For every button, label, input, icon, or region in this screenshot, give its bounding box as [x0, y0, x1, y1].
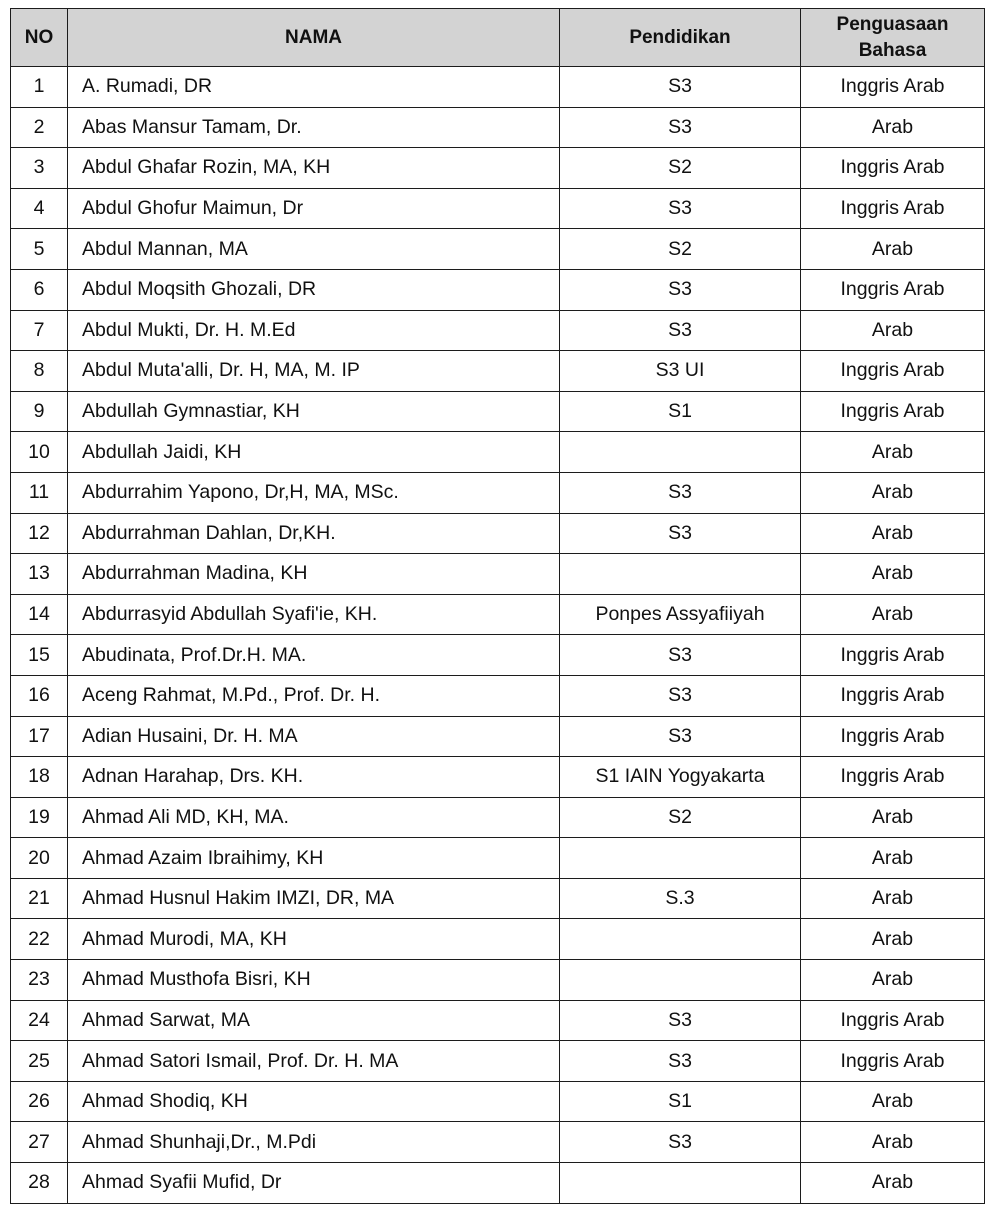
cell-nama: Ahmad Satori Ismail, Prof. Dr. H. MA: [68, 1041, 560, 1082]
cell-nama: Abdul Ghofur Maimun, Dr: [68, 188, 560, 229]
table-row: [11, 797, 985, 838]
table-row: [11, 351, 985, 392]
cell-penguasaan-bahasa: Arab: [801, 472, 985, 513]
table-row: [11, 878, 985, 919]
table-row: [11, 1041, 985, 1082]
cell-penguasaan-bahasa: Arab: [801, 229, 985, 270]
cell-no: 13: [11, 554, 68, 595]
cell-no: 9: [11, 391, 68, 432]
cell-nama: Abdul Mannan, MA: [68, 229, 560, 270]
table-row: [11, 960, 985, 1001]
cell-no: 19: [11, 797, 68, 838]
cell-pendidikan: S2: [560, 229, 801, 270]
table-row: [11, 919, 985, 960]
cell-no: 20: [11, 838, 68, 879]
cell-pendidikan: S1: [560, 1081, 801, 1122]
cell-no: 27: [11, 1122, 68, 1163]
table-row: [11, 148, 985, 189]
table-row: [11, 1081, 985, 1122]
cell-no: 8: [11, 351, 68, 392]
table-row: [11, 391, 985, 432]
header-row: [11, 9, 985, 67]
cell-nama: A. Rumadi, DR: [68, 67, 560, 108]
cell-pendidikan: S3: [560, 1122, 801, 1163]
cell-no: 2: [11, 107, 68, 148]
table-row: [11, 716, 985, 757]
table-header: [11, 9, 985, 67]
cell-nama: Ahmad Ali MD, KH, MA.: [68, 797, 560, 838]
cell-pendidikan: S2: [560, 797, 801, 838]
table-row: [11, 310, 985, 351]
cell-nama: Adian Husaini, Dr. H. MA: [68, 716, 560, 757]
cell-pendidikan: S2: [560, 148, 801, 189]
cell-no: 3: [11, 148, 68, 189]
cell-penguasaan-bahasa: Arab: [801, 1163, 985, 1204]
cell-no: 17: [11, 716, 68, 757]
cell-no: 28: [11, 1163, 68, 1204]
cell-nama: Ahmad Murodi, MA, KH: [68, 919, 560, 960]
cell-pendidikan: S3: [560, 107, 801, 148]
cell-nama: Abdullah Gymnastiar, KH: [68, 391, 560, 432]
cell-pendidikan: S3: [560, 310, 801, 351]
cell-pendidikan: S3: [560, 1000, 801, 1041]
table-row: [11, 594, 985, 635]
cell-pendidikan: [560, 960, 801, 1001]
cell-penguasaan-bahasa: Arab: [801, 1081, 985, 1122]
header-pendidikan: Pendidikan: [560, 9, 801, 67]
cell-penguasaan-bahasa: Arab: [801, 919, 985, 960]
cell-pendidikan: S3: [560, 472, 801, 513]
cell-no: 22: [11, 919, 68, 960]
cell-penguasaan-bahasa: Arab: [801, 432, 985, 473]
table-row: [11, 1122, 985, 1163]
table-row: [11, 757, 985, 798]
cell-penguasaan-bahasa: Inggris Arab: [801, 675, 985, 716]
cell-pendidikan: S3: [560, 269, 801, 310]
cell-nama: Abdurrahman Dahlan, Dr,KH.: [68, 513, 560, 554]
cell-no: 6: [11, 269, 68, 310]
cell-pendidikan: S3: [560, 513, 801, 554]
cell-no: 18: [11, 757, 68, 798]
table-row: [11, 513, 985, 554]
cell-pendidikan: [560, 919, 801, 960]
table-row: [11, 269, 985, 310]
cell-no: 11: [11, 472, 68, 513]
cell-no: 21: [11, 878, 68, 919]
cell-no: 14: [11, 594, 68, 635]
table-row: [11, 472, 985, 513]
cell-penguasaan-bahasa: Arab: [801, 878, 985, 919]
cell-no: 12: [11, 513, 68, 554]
cell-nama: Abdurrasyid Abdullah Syafi'ie, KH.: [68, 594, 560, 635]
table-row: [11, 67, 985, 108]
cell-pendidikan: S3: [560, 1041, 801, 1082]
header-no: NO: [11, 9, 68, 67]
cell-no: 10: [11, 432, 68, 473]
table-row: [11, 229, 985, 270]
cell-penguasaan-bahasa: Arab: [801, 310, 985, 351]
cell-nama: Abdul Muta'alli, Dr. H, MA, M. IP: [68, 351, 560, 392]
cell-penguasaan-bahasa: Inggris Arab: [801, 1041, 985, 1082]
table-row: [11, 1000, 985, 1041]
cell-penguasaan-bahasa: Arab: [801, 1122, 985, 1163]
cell-penguasaan-bahasa: Inggris Arab: [801, 269, 985, 310]
cell-no: 15: [11, 635, 68, 676]
cell-penguasaan-bahasa: Inggris Arab: [801, 351, 985, 392]
cell-pendidikan: S3: [560, 67, 801, 108]
cell-no: 24: [11, 1000, 68, 1041]
cell-penguasaan-bahasa: Inggris Arab: [801, 1000, 985, 1041]
cell-nama: Ahmad Syafii Mufid, Dr: [68, 1163, 560, 1204]
header-penguasaan-bahasa: Penguasaan Bahasa: [801, 9, 985, 67]
table-row: [11, 432, 985, 473]
cell-nama: Adnan Harahap, Drs. KH.: [68, 757, 560, 798]
cell-pendidikan: [560, 1163, 801, 1204]
cell-no: 25: [11, 1041, 68, 1082]
cell-pendidikan: Ponpes Assyafiiyah: [560, 594, 801, 635]
table-row: [11, 1163, 985, 1204]
cell-pendidikan: S1 IAIN Yogyakarta: [560, 757, 801, 798]
cell-penguasaan-bahasa: Arab: [801, 554, 985, 595]
cell-penguasaan-bahasa: Inggris Arab: [801, 188, 985, 229]
cell-nama: Abudinata, Prof.Dr.H. MA.: [68, 635, 560, 676]
cell-no: 4: [11, 188, 68, 229]
cell-nama: Abas Mansur Tamam, Dr.: [68, 107, 560, 148]
cell-penguasaan-bahasa: Inggris Arab: [801, 757, 985, 798]
table-row: [11, 107, 985, 148]
cell-pendidikan: S3: [560, 675, 801, 716]
cell-pendidikan: S.3: [560, 878, 801, 919]
cell-pendidikan: [560, 838, 801, 879]
cell-no: 5: [11, 229, 68, 270]
cell-pendidikan: [560, 432, 801, 473]
cell-nama: Ahmad Shunhaji,Dr., M.Pdi: [68, 1122, 560, 1163]
cell-no: 16: [11, 675, 68, 716]
table-row: [11, 838, 985, 879]
cell-nama: Abdul Mukti, Dr. H. M.Ed: [68, 310, 560, 351]
table-row: [11, 554, 985, 595]
cell-pendidikan: S1: [560, 391, 801, 432]
table-row: [11, 635, 985, 676]
cell-pendidikan: S3: [560, 188, 801, 229]
cell-penguasaan-bahasa: Inggris Arab: [801, 635, 985, 676]
cell-nama: Abdurrahman Madina, KH: [68, 554, 560, 595]
cell-nama: Ahmad Musthofa Bisri, KH: [68, 960, 560, 1001]
cell-penguasaan-bahasa: Arab: [801, 838, 985, 879]
cell-penguasaan-bahasa: Arab: [801, 594, 985, 635]
cell-penguasaan-bahasa: Arab: [801, 513, 985, 554]
table-row: [11, 675, 985, 716]
cell-penguasaan-bahasa: Inggris Arab: [801, 391, 985, 432]
cell-penguasaan-bahasa: Inggris Arab: [801, 67, 985, 108]
cell-nama: Abdullah Jaidi, KH: [68, 432, 560, 473]
cell-pendidikan: S3: [560, 716, 801, 757]
cell-penguasaan-bahasa: Arab: [801, 960, 985, 1001]
cell-nama: Abdurrahim Yapono, Dr,H, MA, MSc.: [68, 472, 560, 513]
table-body: [11, 67, 985, 1204]
cell-penguasaan-bahasa: Inggris Arab: [801, 148, 985, 189]
cell-nama: Ahmad Sarwat, MA: [68, 1000, 560, 1041]
cell-penguasaan-bahasa: Arab: [801, 107, 985, 148]
cell-pendidikan: S3: [560, 635, 801, 676]
cell-penguasaan-bahasa: Arab: [801, 797, 985, 838]
cell-pendidikan: [560, 554, 801, 595]
data-table: [10, 8, 985, 1204]
cell-no: 7: [11, 310, 68, 351]
cell-nama: Abdul Ghafar Rozin, MA, KH: [68, 148, 560, 189]
cell-no: 26: [11, 1081, 68, 1122]
cell-nama: Abdul Moqsith Ghozali, DR: [68, 269, 560, 310]
cell-nama: Ahmad Azaim Ibraihimy, KH: [68, 838, 560, 879]
cell-pendidikan: S3 UI: [560, 351, 801, 392]
cell-no: 23: [11, 960, 68, 1001]
header-nama: NAMA: [68, 9, 560, 67]
cell-nama: Ahmad Shodiq, KH: [68, 1081, 560, 1122]
cell-no: 1: [11, 67, 68, 108]
cell-nama: Ahmad Husnul Hakim IMZI, DR, MA: [68, 878, 560, 919]
cell-nama: Aceng Rahmat, M.Pd., Prof. Dr. H.: [68, 675, 560, 716]
table-row: [11, 188, 985, 229]
cell-penguasaan-bahasa: Inggris Arab: [801, 716, 985, 757]
